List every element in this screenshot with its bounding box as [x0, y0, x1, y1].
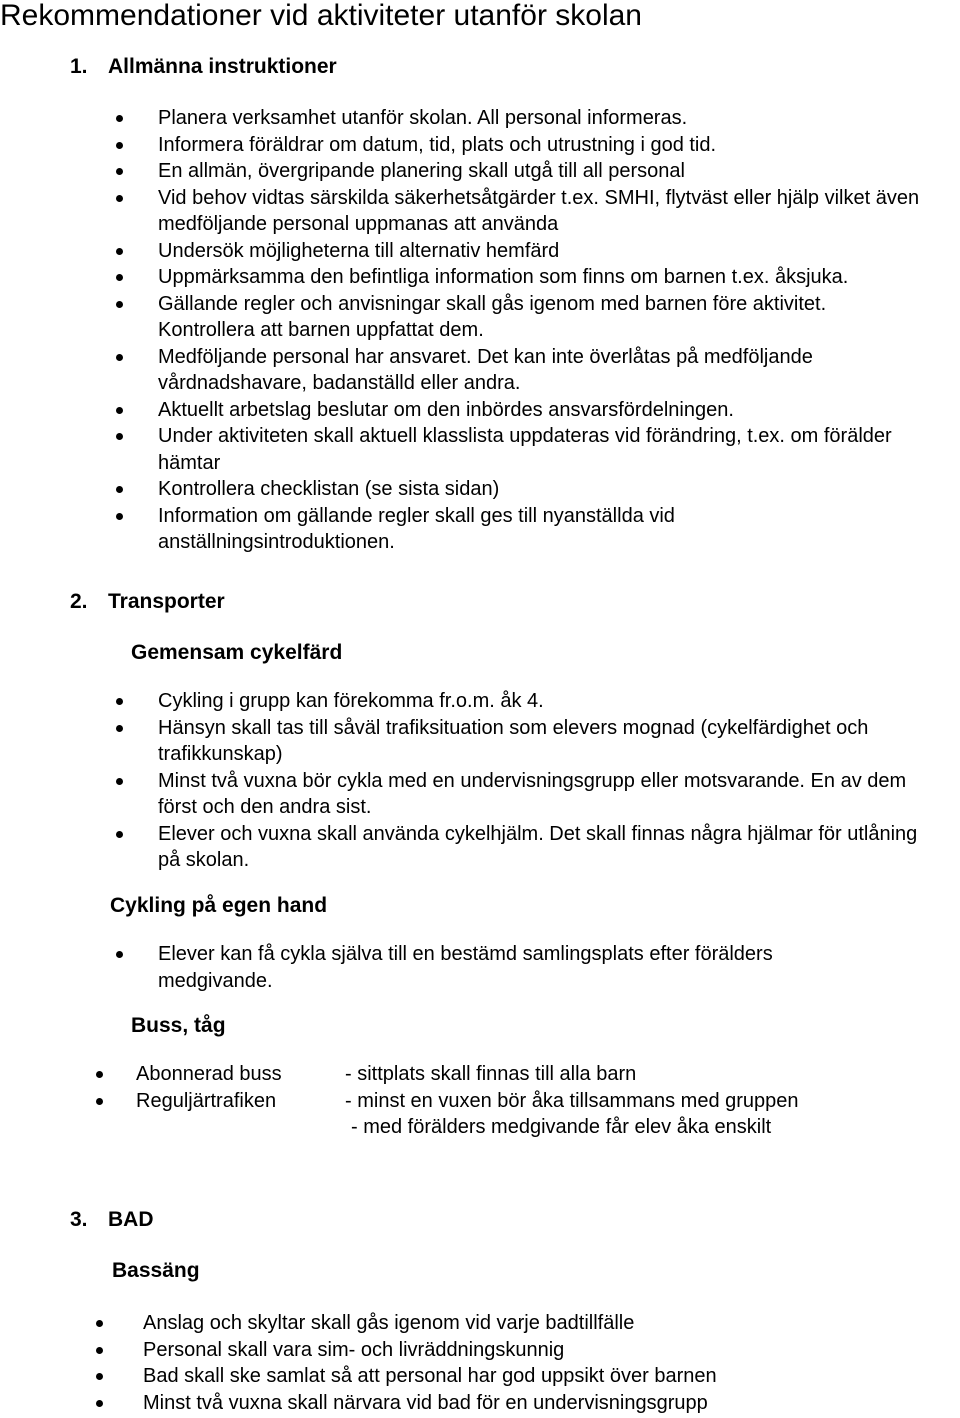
- bullet-icon: [96, 1400, 103, 1407]
- bullet-icon: [116, 142, 123, 149]
- section-heading-transporter: [70, 589, 225, 615]
- bus-rule-text: - minst en vuxen bör åka tillsammans med gruppen: [345, 1090, 799, 1112]
- list-item: [0, 715, 958, 768]
- bullet-icon: [96, 1373, 103, 1380]
- general-instructions-list: [0, 105, 960, 556]
- list-item-text: Kontrollera checklistan (se sista sidan): [158, 478, 500, 500]
- list-item: [0, 185, 958, 238]
- section-title: BAD: [108, 1208, 154, 1231]
- bullet-icon: [116, 168, 123, 175]
- list-item: [0, 768, 928, 821]
- page-title: Rekommendationer vid aktiviteter utanför skolan: [0, 0, 642, 32]
- bullet-icon: [116, 354, 123, 361]
- list-item: [0, 1390, 960, 1417]
- list-item-text: Personal skall vara sim- och livräddningskunnig: [143, 1338, 565, 1361]
- list-item-text: Under aktiviteten skall aktuell klasslista uppdateras vid förändring, t.ex. om förälder hämtar: [158, 425, 892, 474]
- list-item-text: Hänsyn skall tas till såväl trafiksituation som elevers mognad (cykelfärdighet och trafikkunskap): [158, 716, 869, 765]
- list-item: [0, 397, 960, 424]
- list-item: [0, 688, 960, 715]
- bullet-icon: [116, 248, 123, 255]
- list-item-text: Uppmärksamma den befintliga information som finns om barnen t.ex. åksjuka.: [158, 266, 849, 288]
- bullet-icon: [116, 115, 123, 122]
- bullet-icon: [116, 195, 123, 202]
- bus-type-label: Abonnerad buss: [136, 1063, 282, 1085]
- list-item: [0, 1310, 960, 1337]
- section-number: 2.: [70, 590, 88, 613]
- bullet-icon: [96, 1098, 103, 1105]
- bullet-icon: [116, 513, 123, 520]
- bullet-icon: [116, 407, 123, 414]
- list-item-text: Elever och vuxna skall använda cykelhjälm. Det skall finnas några hjälmar för utlåning på skolan.: [158, 822, 918, 871]
- bullet-icon: [96, 1347, 103, 1354]
- bus-rule-text: - sittplats skall finnas till alla barn: [345, 1063, 637, 1085]
- section-number: 3.: [70, 1208, 88, 1231]
- list-item-text: Minst två vuxna bör cykla med en undervisningsgrupp eller motsvarande. En av dem först och den andra sist.: [158, 769, 907, 818]
- section-title: Transporter: [108, 590, 225, 613]
- list-item-text: Aktuellt arbetslag beslutar om den inbördes ansvarsfördelningen.: [158, 398, 734, 421]
- subheading-bassang: Bassäng: [112, 1259, 200, 1282]
- list-item: [0, 1363, 960, 1390]
- bus-type-label: Reguljärtrafiken: [136, 1090, 277, 1112]
- list-item: [0, 821, 928, 874]
- bus-rule-continuation: - med förälders medgivande får elev åka enskilt: [351, 1116, 772, 1138]
- list-item: [0, 344, 898, 397]
- list-item-text: Minst två vuxna skall närvara vid bad för en undervisningsgrupp: [143, 1391, 708, 1414]
- pool-list: [0, 1310, 960, 1416]
- section-heading-allmanna: [70, 54, 337, 80]
- list-item-text: Bad skall ske samlat så att personal har god uppsikt över barnen: [143, 1365, 717, 1387]
- list-item-text: Information om gällande regler skall ges till nyanställda vid anställningsintroduktionen.: [158, 504, 675, 553]
- bullet-icon: [96, 1071, 103, 1078]
- list-item-text: Planera verksamhet utanför skolan. All personal informeras.: [158, 107, 688, 129]
- bullet-icon: [96, 1320, 103, 1327]
- section-title: Allmänna instruktioner: [108, 55, 337, 78]
- list-item: [0, 264, 960, 291]
- list-item-text: Gällande regler och anvisningar skall gås igenom med barnen före aktivitet. Kontrollera att barnen uppfattat dem.: [158, 292, 827, 341]
- group-cycling-list: [0, 688, 960, 874]
- subheading-gemensam-cykelfard: Gemensam cykelfärd: [131, 641, 343, 664]
- bullet-icon: [116, 951, 123, 958]
- list-item-text: En allmän, övergripande planering skall utgå till all personal: [158, 160, 685, 182]
- list-item: [0, 158, 960, 185]
- list-item-text: Elever kan få cykla själva till en bestämd samlingsplats efter förälders medgivande.: [158, 943, 773, 992]
- list-item: [0, 941, 858, 994]
- list-item: [0, 423, 908, 476]
- section-heading-bad: [70, 1207, 154, 1233]
- own-cycling-list: [0, 941, 960, 994]
- list-item: [0, 1337, 960, 1364]
- list-item: [0, 503, 758, 556]
- list-item-text: Cykling i grupp kan förekomma fr.o.m. åk 4.: [158, 690, 544, 712]
- bullet-icon: [116, 778, 123, 785]
- list-item: [0, 476, 960, 503]
- bullet-icon: [116, 274, 123, 281]
- subheading-buss-tag: Buss, tåg: [131, 1014, 226, 1037]
- list-item: [0, 291, 918, 344]
- list-item-text: Informera föräldrar om datum, tid, plats och utrustning i god tid.: [158, 133, 717, 156]
- list-item-text: Anslag och skyltar skall gås igenom vid varje badtillfälle: [143, 1312, 635, 1334]
- list-item: [0, 132, 960, 159]
- bullet-icon: [116, 486, 123, 493]
- list-item-text: Medföljande personal har ansvaret. Det kan inte överlåtas på medföljande vårdnadshavare, badanställd eller andra.: [158, 345, 813, 394]
- bullet-icon: [116, 725, 123, 732]
- bullet-icon: [116, 433, 123, 440]
- list-item: [0, 238, 960, 265]
- bullet-icon: [116, 301, 123, 308]
- list-item-text: Vid behov vidtas särskilda säkerhetsåtgärder t.ex. SMHI, flytväst eller hjälp vilket även medföljande personal uppmanas att använda: [158, 186, 920, 235]
- bullet-icon: [116, 698, 123, 705]
- list-item: [0, 105, 960, 132]
- section-number: 1.: [70, 55, 88, 78]
- list-item-text: Undersök möjligheterna till alternativ hemfärd: [158, 239, 560, 262]
- bullet-icon: [116, 831, 123, 838]
- subheading-cykling-egen-hand: Cykling på egen hand: [110, 894, 328, 917]
